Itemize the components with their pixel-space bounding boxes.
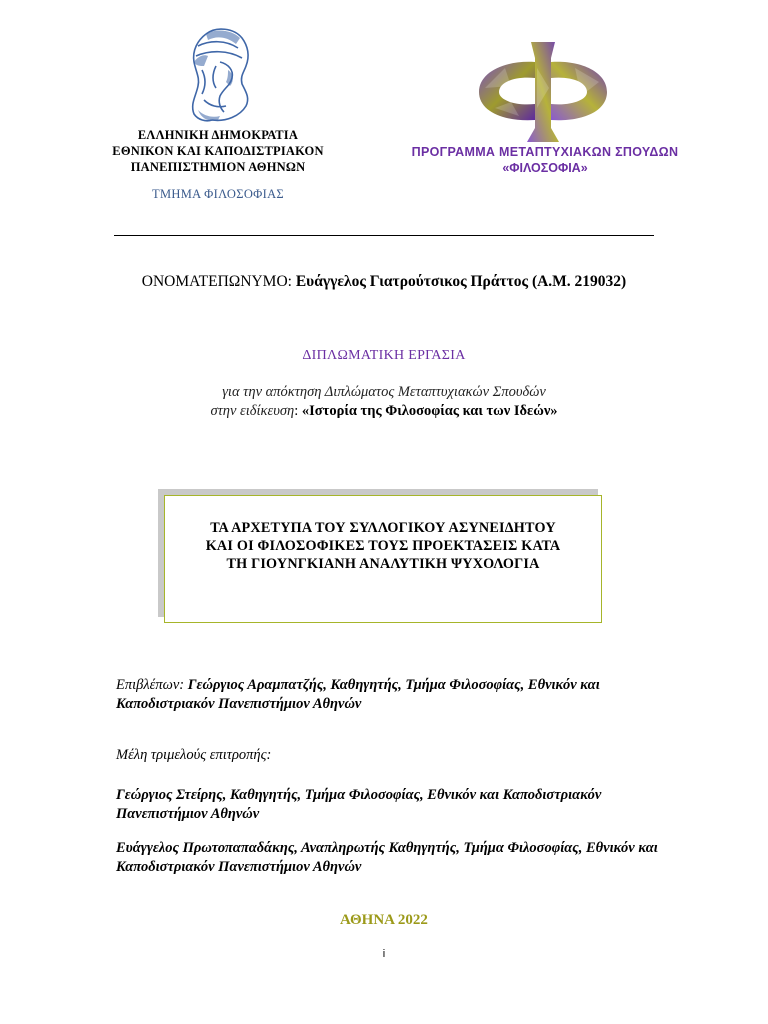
thesis-purpose [0, 383, 768, 421]
thesis-type: ΔΙΠΛΩΜΑΤΙΚΗ ΕΡΓΑΣΙΑ [302, 348, 466, 363]
specialization: «Ιστορία της Φιλοσοφίας και των Ιδεών» [301, 403, 558, 419]
page-number: i [382, 948, 386, 960]
university-line-2: ΕΘΝΙΚΟΝ ΚΑΙ ΚΑΠΟΔΙΣΤΡΙΑΚΟΝ [112, 144, 324, 158]
author-name: Ευάγγελος Γιατρούτσικος Πράττος (Α.Μ. 219032) [295, 273, 627, 290]
committee-label: Μέλη τριμελούς επιτροπής: [116, 747, 272, 763]
thesis-title-line-1: ΤΑ ΑΡΧΕΤΥΠΑ ΤΟΥ ΣΥΛΛΟΓΙΚΟΥ ΑΣΥΝΕΙΔΗΤΟΥ [210, 520, 556, 536]
university-line-3: ΠΑΝΕΠΙΣΤΗΜΙΟΝ ΑΘΗΝΩΝ [130, 160, 306, 174]
author-label: ΟΝΟΜΑΤΕΠΩΝΥΜΟ: [141, 273, 296, 290]
supervisor [116, 676, 676, 714]
purpose-line-1: για την απόκτηση Διπλώματος Μεταπτυχιακών Σπουδών [222, 384, 546, 400]
athena-head-icon [176, 26, 258, 126]
phi-icon [475, 38, 611, 146]
place-year: ΑΘΗΝΑ 2022 [340, 912, 428, 928]
purpose-line-2-prefix: στην ειδίκευση [210, 403, 295, 419]
thesis-title-line-3: ΤΗ ΓΙΟΥΝΓΚΙΑΝΗ ΑΝΑΛΥΤΙΚΗ ΨΥΧΟΛΟΓΙΑ [226, 556, 540, 572]
thesis-title-text [164, 519, 602, 573]
program-heading [390, 144, 700, 176]
university-line-1: ΕΛΛΗΝΙΚΗ ΔΗΜΟΚΡΑΤΙΑ [137, 128, 299, 142]
header-divider [114, 235, 654, 236]
thesis-title-line-2: ΚΑΙ ΟΙ ΦΙΛΟΣΟΦΙΚΕΣ ΤΟΥΣ ΠΡΟΕΚΤΑΣΕΙΣ ΚΑΤΑ [205, 538, 561, 554]
university-heading [68, 127, 368, 202]
purpose-separator: : [294, 403, 302, 419]
author-line [0, 273, 768, 291]
committee-member-1: Γεώργιος Στείρης, Καθηγητής, Τμήμα Φιλοσοφίας, Εθνικόν και Καποδιστριακόν Πανεπιστήμιον Αθηνών [116, 787, 602, 822]
supervisor-label: Επιβλέπων: [116, 677, 185, 693]
program-subtitle: «ΦΙΛΟΣΟΦΙΑ» [502, 161, 588, 175]
program-name: ΠΡΟΓΡΑΜΜΑ ΜΕΤΑΠΤΥΧΙΑΚΩΝ ΣΠΟΥΔΩΝ [411, 145, 679, 159]
supervisor-details: Γεώργιος Αραμπατζής, Καθηγητής, Τμήμα Φιλοσοφίας, Εθνικόν και Καποδιστριακόν Πανεπιστήμιον Αθηνών [116, 677, 600, 712]
committee-member-2: Ευάγγελος Πρωτοπαπαδάκης, Αναπληρωτής Καθηγητής, Τμήμα Φιλοσοφίας, Εθνικόν και Καποδιστριακόν Πανεπιστήμιον Αθηνών [116, 840, 658, 875]
department-name: ΤΜΗΜΑ ΦΙΛΟΣΟΦΙΑΣ [152, 187, 284, 201]
